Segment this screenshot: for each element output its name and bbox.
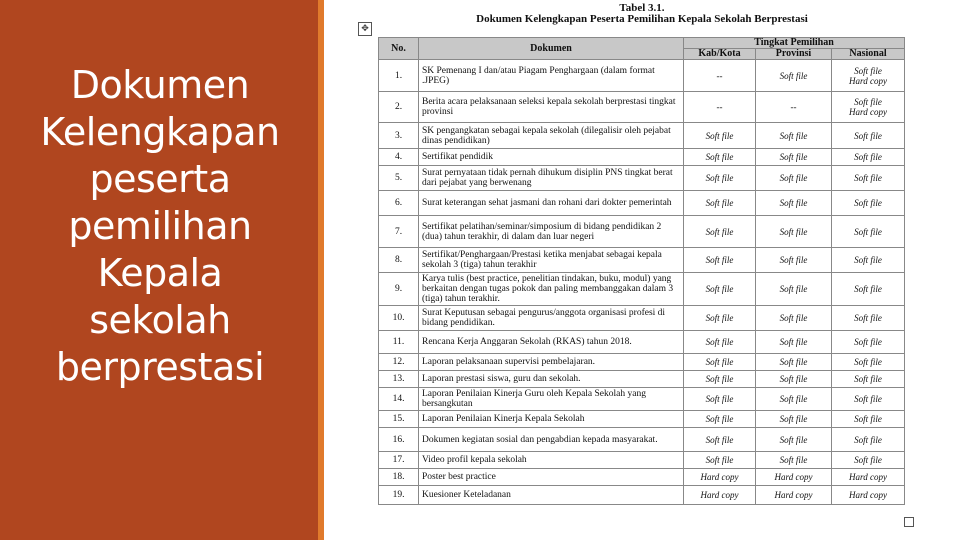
title-line: sekolah bbox=[89, 298, 231, 342]
status-value: Soft file bbox=[779, 198, 808, 208]
table-row bbox=[379, 486, 905, 505]
row-status-nas bbox=[832, 216, 905, 248]
status-value: Hard copy bbox=[849, 472, 887, 482]
row-status-kab bbox=[684, 371, 756, 388]
row-document: Sertifikat pelatihan/seminar/simposium di bidang pendidikan 2 (dua) tahun terakhir, di dalam dan luar negeri bbox=[419, 216, 684, 248]
row-number: 13. bbox=[379, 371, 419, 388]
status-value: -- bbox=[716, 102, 723, 112]
row-number: 9. bbox=[379, 273, 419, 306]
row-status-nas bbox=[832, 469, 905, 486]
row-number: 14. bbox=[379, 388, 419, 411]
status-value: Soft file bbox=[854, 434, 882, 445]
row-status-kab bbox=[684, 486, 756, 505]
table-caption-title: Dokumen Kelengkapan Peserta Pemilihan Kepala Sekolah Berprestasi bbox=[476, 13, 808, 25]
row-status-nas bbox=[832, 60, 905, 92]
row-status-prov bbox=[756, 331, 832, 354]
row-status-kab bbox=[684, 92, 756, 123]
row-status-kab bbox=[684, 273, 756, 306]
title-line: Kelengkapan bbox=[40, 110, 280, 154]
slide-title bbox=[10, 62, 310, 391]
row-status-kab bbox=[684, 248, 756, 273]
title-line: peserta bbox=[89, 157, 231, 201]
row-status-prov bbox=[756, 273, 832, 306]
row-status-kab bbox=[684, 149, 756, 166]
status-value: Hard copy bbox=[774, 472, 813, 482]
status-value: Soft file bbox=[705, 313, 734, 323]
table-row bbox=[379, 123, 905, 149]
status-value: Soft file bbox=[779, 313, 808, 323]
row-status-prov bbox=[756, 92, 832, 123]
status-value: Soft file bbox=[705, 414, 734, 424]
status-value: -- bbox=[716, 70, 723, 81]
row-status-kab bbox=[684, 123, 756, 149]
row-status-nas bbox=[832, 354, 905, 371]
row-status-kab bbox=[684, 388, 756, 411]
row-document: Poster best practice bbox=[419, 469, 684, 486]
status-value: Hard copy bbox=[849, 107, 887, 117]
row-status-kab bbox=[684, 452, 756, 469]
status-value: Soft file bbox=[854, 130, 882, 141]
row-status-prov bbox=[756, 216, 832, 248]
row-document: Video profil kepala sekolah bbox=[419, 452, 684, 469]
row-document: Laporan prestasi siswa, guru dan sekolah. bbox=[419, 371, 684, 388]
header-kab-kota: Kab/Kota bbox=[684, 49, 756, 60]
table-row bbox=[379, 469, 905, 486]
row-document: Laporan Penilaian Kinerja Guru oleh Kepala Sekolah yang bersangkutan bbox=[419, 388, 684, 411]
status-value: Soft file bbox=[705, 394, 734, 404]
status-value: Soft file bbox=[854, 255, 882, 265]
row-status-nas bbox=[832, 388, 905, 411]
status-value: Soft file bbox=[854, 394, 882, 404]
header-no: No. bbox=[379, 38, 419, 60]
row-document: SK pengangkatan sebagai kepala sekolah (dilegalisir oleh pejabat dinas pendidikan) bbox=[419, 123, 684, 149]
status-value: Soft file bbox=[854, 414, 882, 424]
table-row bbox=[379, 354, 905, 371]
status-value: Soft file bbox=[854, 226, 882, 237]
row-status-kab bbox=[684, 469, 756, 486]
status-value: Soft file bbox=[779, 70, 808, 81]
status-value: Soft file bbox=[854, 455, 882, 465]
row-status-nas bbox=[832, 273, 905, 306]
row-document: Sertifikat/Penghargaan/Prestasi ketika menjabat sebagai kepala sekolah 3 (tiga) tahun terakhir bbox=[419, 248, 684, 273]
title-line: Kepala bbox=[97, 251, 223, 295]
table-row bbox=[379, 388, 905, 411]
status-value: Soft file bbox=[705, 130, 734, 141]
row-status-prov bbox=[756, 486, 832, 505]
status-value: -- bbox=[790, 102, 797, 112]
row-status-prov bbox=[756, 306, 832, 331]
row-document: Rencana Kerja Anggaran Sekolah (RKAS) tahun 2018. bbox=[419, 331, 684, 354]
table-row bbox=[379, 92, 905, 123]
table-caption-label: Tabel 3.1. bbox=[619, 2, 665, 14]
status-value: Soft file bbox=[705, 374, 734, 384]
row-status-nas bbox=[832, 486, 905, 505]
status-value: Soft file bbox=[705, 284, 734, 294]
title-line: pemilihan bbox=[68, 204, 252, 248]
row-number: 10. bbox=[379, 306, 419, 331]
table-row bbox=[379, 60, 905, 92]
row-number: 1. bbox=[379, 60, 419, 92]
header-provinsi: Provinsi bbox=[756, 49, 832, 60]
header-dokumen: Dokumen bbox=[419, 38, 684, 60]
row-status-nas bbox=[832, 428, 905, 452]
row-status-kab bbox=[684, 354, 756, 371]
row-number: 11. bbox=[379, 331, 419, 354]
table-row bbox=[379, 428, 905, 452]
status-value: Soft file bbox=[705, 173, 734, 183]
row-document: Karya tulis (best practice, penelitian tindakan, buku, modul) yang berkaitan dengan tugas pokok dan paling membanggakan dalam 3 (tiga) tahun terakhir. bbox=[419, 273, 684, 306]
table-row bbox=[379, 273, 905, 306]
status-value: Soft file bbox=[705, 198, 734, 208]
status-value: Soft file bbox=[705, 255, 734, 265]
row-document: Sertifikat pendidik bbox=[419, 149, 684, 166]
table-row bbox=[379, 166, 905, 191]
status-value: Soft file bbox=[779, 434, 808, 445]
table-row bbox=[379, 216, 905, 248]
status-value: Soft file bbox=[854, 374, 882, 384]
row-status-prov bbox=[756, 166, 832, 191]
row-status-kab bbox=[684, 306, 756, 331]
row-number: 2. bbox=[379, 92, 419, 123]
status-value: Soft file bbox=[705, 337, 734, 347]
table-row bbox=[379, 331, 905, 354]
table-row bbox=[379, 452, 905, 469]
move-icon[interactable]: ✥ bbox=[358, 22, 372, 36]
row-number: 3. bbox=[379, 123, 419, 149]
status-value: Hard copy bbox=[774, 490, 813, 500]
row-number: 12. bbox=[379, 354, 419, 371]
status-value: Soft file bbox=[779, 255, 808, 265]
status-value: Soft file bbox=[854, 313, 882, 323]
table-row bbox=[379, 371, 905, 388]
row-status-kab bbox=[684, 331, 756, 354]
status-value: Soft file bbox=[779, 414, 808, 424]
row-status-kab bbox=[684, 428, 756, 452]
row-status-prov bbox=[756, 149, 832, 166]
row-status-kab bbox=[684, 166, 756, 191]
row-status-nas bbox=[832, 411, 905, 428]
row-document: Surat pernyataan tidak pernah dihukum disiplin PNS tingkat berat dari pejabat yang berwenang bbox=[419, 166, 684, 191]
table-row bbox=[379, 191, 905, 216]
row-status-prov bbox=[756, 411, 832, 428]
row-status-nas bbox=[832, 371, 905, 388]
table-row bbox=[379, 149, 905, 166]
row-status-nas bbox=[832, 166, 905, 191]
status-value: Hard copy bbox=[700, 472, 739, 482]
status-value: Soft file bbox=[779, 130, 808, 141]
status-value: Soft file bbox=[705, 152, 734, 162]
row-status-nas bbox=[832, 452, 905, 469]
status-value: Soft file bbox=[779, 455, 808, 465]
row-document: Dokumen kegiatan sosial dan pengabdian kepada masyarakat. bbox=[419, 428, 684, 452]
status-value: Soft file bbox=[705, 226, 734, 237]
row-document: Laporan Penilaian Kinerja Kepala Sekolah bbox=[419, 411, 684, 428]
status-value: Soft file bbox=[854, 97, 882, 107]
status-value: Soft file bbox=[854, 337, 882, 347]
row-number: 18. bbox=[379, 469, 419, 486]
row-status-prov bbox=[756, 469, 832, 486]
row-document: Surat Keputusan sebagai pengurus/anggota organisasi profesi di bidang pendidikan. bbox=[419, 306, 684, 331]
status-value: Soft file bbox=[779, 226, 808, 237]
row-status-prov bbox=[756, 248, 832, 273]
row-status-nas bbox=[832, 92, 905, 123]
status-value: Soft file bbox=[854, 284, 882, 294]
row-number: 16. bbox=[379, 428, 419, 452]
row-status-prov bbox=[756, 371, 832, 388]
row-status-nas bbox=[832, 149, 905, 166]
status-value: Soft file bbox=[779, 357, 808, 367]
row-status-kab bbox=[684, 216, 756, 248]
row-number: 5. bbox=[379, 166, 419, 191]
status-value: Soft file bbox=[779, 394, 808, 404]
header-nasional: Nasional bbox=[832, 49, 905, 60]
status-value: Soft file bbox=[854, 198, 882, 208]
status-value: Soft file bbox=[779, 337, 808, 347]
status-value: Hard copy bbox=[700, 490, 739, 500]
title-line: berprestasi bbox=[55, 345, 265, 389]
table-row bbox=[379, 306, 905, 331]
status-value: Soft file bbox=[705, 434, 734, 445]
row-number: 19. bbox=[379, 486, 419, 505]
title-panel bbox=[0, 0, 318, 540]
row-status-nas bbox=[832, 248, 905, 273]
status-value: Soft file bbox=[779, 152, 808, 162]
status-value: Soft file bbox=[705, 455, 734, 465]
status-value: Hard copy bbox=[849, 75, 887, 86]
row-status-kab bbox=[684, 411, 756, 428]
status-value: Soft file bbox=[705, 357, 734, 367]
row-status-prov bbox=[756, 428, 832, 452]
row-document: Surat keterangan sehat jasmani dan rohani dari dokter pemerintah bbox=[419, 191, 684, 216]
title-line: Dokumen bbox=[70, 63, 250, 107]
row-number: 17. bbox=[379, 452, 419, 469]
table-body bbox=[379, 60, 905, 505]
row-status-prov bbox=[756, 60, 832, 92]
row-number: 6. bbox=[379, 191, 419, 216]
table-row bbox=[379, 248, 905, 273]
table-row bbox=[379, 411, 905, 428]
row-number: 8. bbox=[379, 248, 419, 273]
status-value: Soft file bbox=[854, 152, 882, 162]
row-status-prov bbox=[756, 354, 832, 371]
header-tingkat: Tingkat Pemilihan bbox=[684, 38, 905, 49]
row-document: Laporan pelaksanaan supervisi pembelajaran. bbox=[419, 354, 684, 371]
row-status-prov bbox=[756, 191, 832, 216]
status-value: Soft file bbox=[779, 284, 808, 294]
status-value: Soft file bbox=[779, 374, 808, 384]
row-status-nas bbox=[832, 191, 905, 216]
requirements-table bbox=[378, 37, 905, 505]
row-status-prov bbox=[756, 388, 832, 411]
status-value: Hard copy bbox=[849, 490, 887, 500]
row-status-prov bbox=[756, 123, 832, 149]
row-document: Kuesioner Keteladanan bbox=[419, 486, 684, 505]
row-status-kab bbox=[684, 60, 756, 92]
row-status-kab bbox=[684, 191, 756, 216]
status-value: Soft file bbox=[854, 357, 882, 367]
row-status-nas bbox=[832, 123, 905, 149]
row-number: 4. bbox=[379, 149, 419, 166]
document-image bbox=[324, 0, 960, 540]
row-document: SK Pemenang I dan/atau Piagam Penghargaan (dalam format .JPEG) bbox=[419, 60, 684, 92]
row-number: 7. bbox=[379, 216, 419, 248]
row-status-nas bbox=[832, 331, 905, 354]
status-value: Soft file bbox=[854, 173, 882, 183]
status-value: Soft file bbox=[779, 173, 808, 183]
row-number: 15. bbox=[379, 411, 419, 428]
row-document: Berita acara pelaksanaan seleksi kepala sekolah berprestasi tingkat provinsi bbox=[419, 92, 684, 123]
status-value: Soft file bbox=[854, 65, 882, 76]
resize-handle-icon[interactable] bbox=[904, 517, 914, 527]
row-status-prov bbox=[756, 452, 832, 469]
row-status-nas bbox=[832, 306, 905, 331]
